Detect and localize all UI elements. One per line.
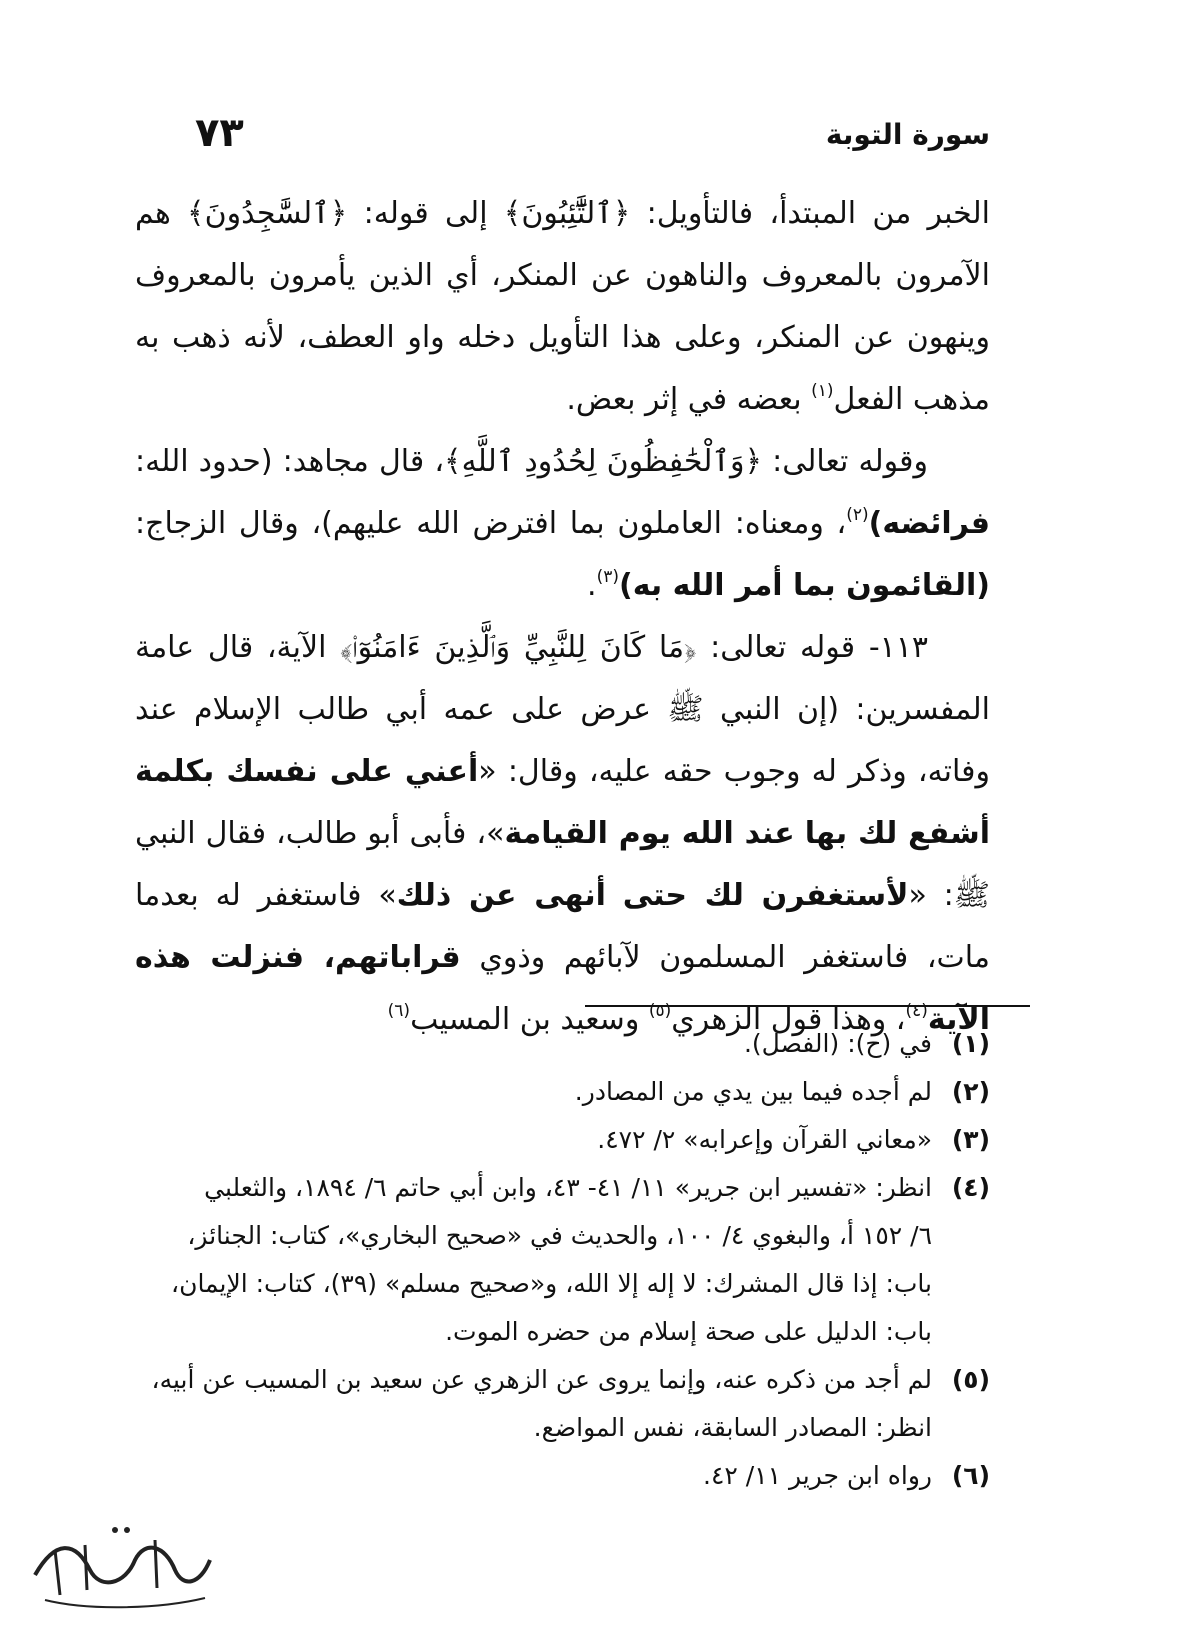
main-text [135,183,990,1051]
text-run-bold: فرائضه) [868,506,990,541]
text-run-bold: أنهى عن ذلك [396,878,606,913]
text-run: وقوله تعالى: ﴿وَٱلْحَٰفِظُونَ لِحُدُودِ ٱللَّهِ﴾، قال مجاهد: (حدود الله: [135,444,928,479]
text-line: الآمرون بالمعروف والناهون عن المنكر، أي الذين يأمرون بالمعروف [135,258,990,293]
text-run-bold: أعني على نفسك بكلمة أشفع لك بها [135,754,991,851]
footnote-ref: (٢) [846,505,869,525]
text-run: ، ومعناه: العاملون بما افترض الله عليهم)، وقال الزجاج: [135,506,847,541]
footnote-ref: (١) [811,381,834,401]
text-line: الخبر من المبتدأ، فالتأويل: ﴿ٱلتَّٰٓئِبُونَ﴾ إلى قوله: ﴿ٱلسَّٰجِدُونَ﴾ هم [135,196,990,231]
stamp-logo-icon [15,1500,225,1620]
footnote-ref: (٤) [905,1001,928,1021]
text-run: »، فأبى أبو طالب، فقال النبي ﷺ: « [135,816,990,913]
text-run: المفسرين: (إن النبي ﷺ عرض على عمه أبي طالب الإسلام عند وفاته، [135,692,990,789]
footnote-number: (١) [951,1029,990,1058]
text-line: مذهب الفعل [833,382,990,417]
text-run: ١١٣- قوله تعالى: ﴿مَا كَانَ لِلنَّبِيِّ وَٱلَّذِينَ ءَامَنُوٓا۟﴾ الآية، قال عامة [135,630,928,665]
footnote-3 [140,1116,990,1164]
footnote-text: «معاني القرآن وإعرابه» ٢/ ٤٧٢. [597,1125,932,1154]
footnote-text: انظر: المصادر السابقة، نفس المواضع. [533,1413,932,1442]
text-run: وذكر له وجوب حقه عليه، وقال: « [478,754,907,789]
footnote-divider [585,1005,1030,1007]
paragraph-2 [135,431,990,617]
footnote-text: رواه ابن جرير ١١/ ٤٢. [702,1461,932,1490]
paragraph-3 [135,617,990,1051]
footnote-text: لم أجده فيما بين يدي من المصادر. [574,1077,932,1106]
text-run-bold: (القائمون بما أمر الله به) [618,568,990,603]
text-line: وينهون عن المنكر، وعلى هذا التأويل دخله واو العطف، لأنه ذهب به [135,320,990,355]
footnote-number: (٥) [951,1365,990,1394]
footnote-1 [140,1020,990,1068]
footnote-2 [140,1068,990,1116]
footnotes [140,1020,990,1500]
page-header [195,110,990,170]
text-run: » فاستغفر له بعدما مات، فاستغفر المسلمون لآبائهم وذوي [135,878,990,975]
text-run-bold: عند الله يوم القيامة [504,816,795,851]
text-run-bold: قراباتهم، فنزلت هذه الآية [135,940,990,1037]
footnote-ref: (٣) [596,567,619,587]
footnote-text: ٦/ ١٥٢ أ، والبغوي ٤/ ١٠٠، والحديث في «صحيح البخاري»، كتاب: الجنائز، [187,1221,932,1250]
footnote-text: لم أجد من ذكره عنه، وإنما يروى عن الزهري عن سعيد بن المسيب عن أبيه، [151,1365,932,1394]
library-stamp [15,1500,225,1620]
footnote-text: في (ح): (الفصل). [743,1029,932,1058]
footnote-4 [140,1164,990,1356]
text-run: وسعيد بن المسيب [410,1002,649,1037]
footnote-text: انظر: «تفسير ابن جرير» ١١/ ٤١- ٤٣، وابن أبي حاتم ٦/ ١٨٩٤، والثعلبي [204,1173,932,1202]
footnote-5 [140,1356,990,1452]
text-run: ، وهذا قول الزهري [671,1002,906,1037]
footnote-number: (٢) [951,1077,990,1106]
text-run-bold: لأستغفرن لك حتى [622,878,909,913]
text-run: . [587,568,597,603]
page-number: ٧٣ [195,110,244,156]
footnote-text: باب: الدليل على صحة إسلام من حضره الموت. [445,1317,932,1346]
footnote-ref: (٥) [648,1001,672,1021]
footnote-text: باب: إذا قال المشرك: لا إله إلا الله، و«صحيح مسلم» (٣٩)، كتاب: الإيمان، [171,1269,932,1298]
footnote-ref: (٦) [387,1001,411,1021]
surah-title: سورة التوبة [825,118,990,151]
footnote-6 [140,1452,990,1500]
text-line: بعضه في إثر بعض. [566,382,812,417]
footnote-number: (٣) [951,1125,990,1154]
paragraph-1 [135,183,990,431]
footnote-number: (٦) [951,1461,990,1490]
footnote-number: (٤) [951,1173,990,1202]
